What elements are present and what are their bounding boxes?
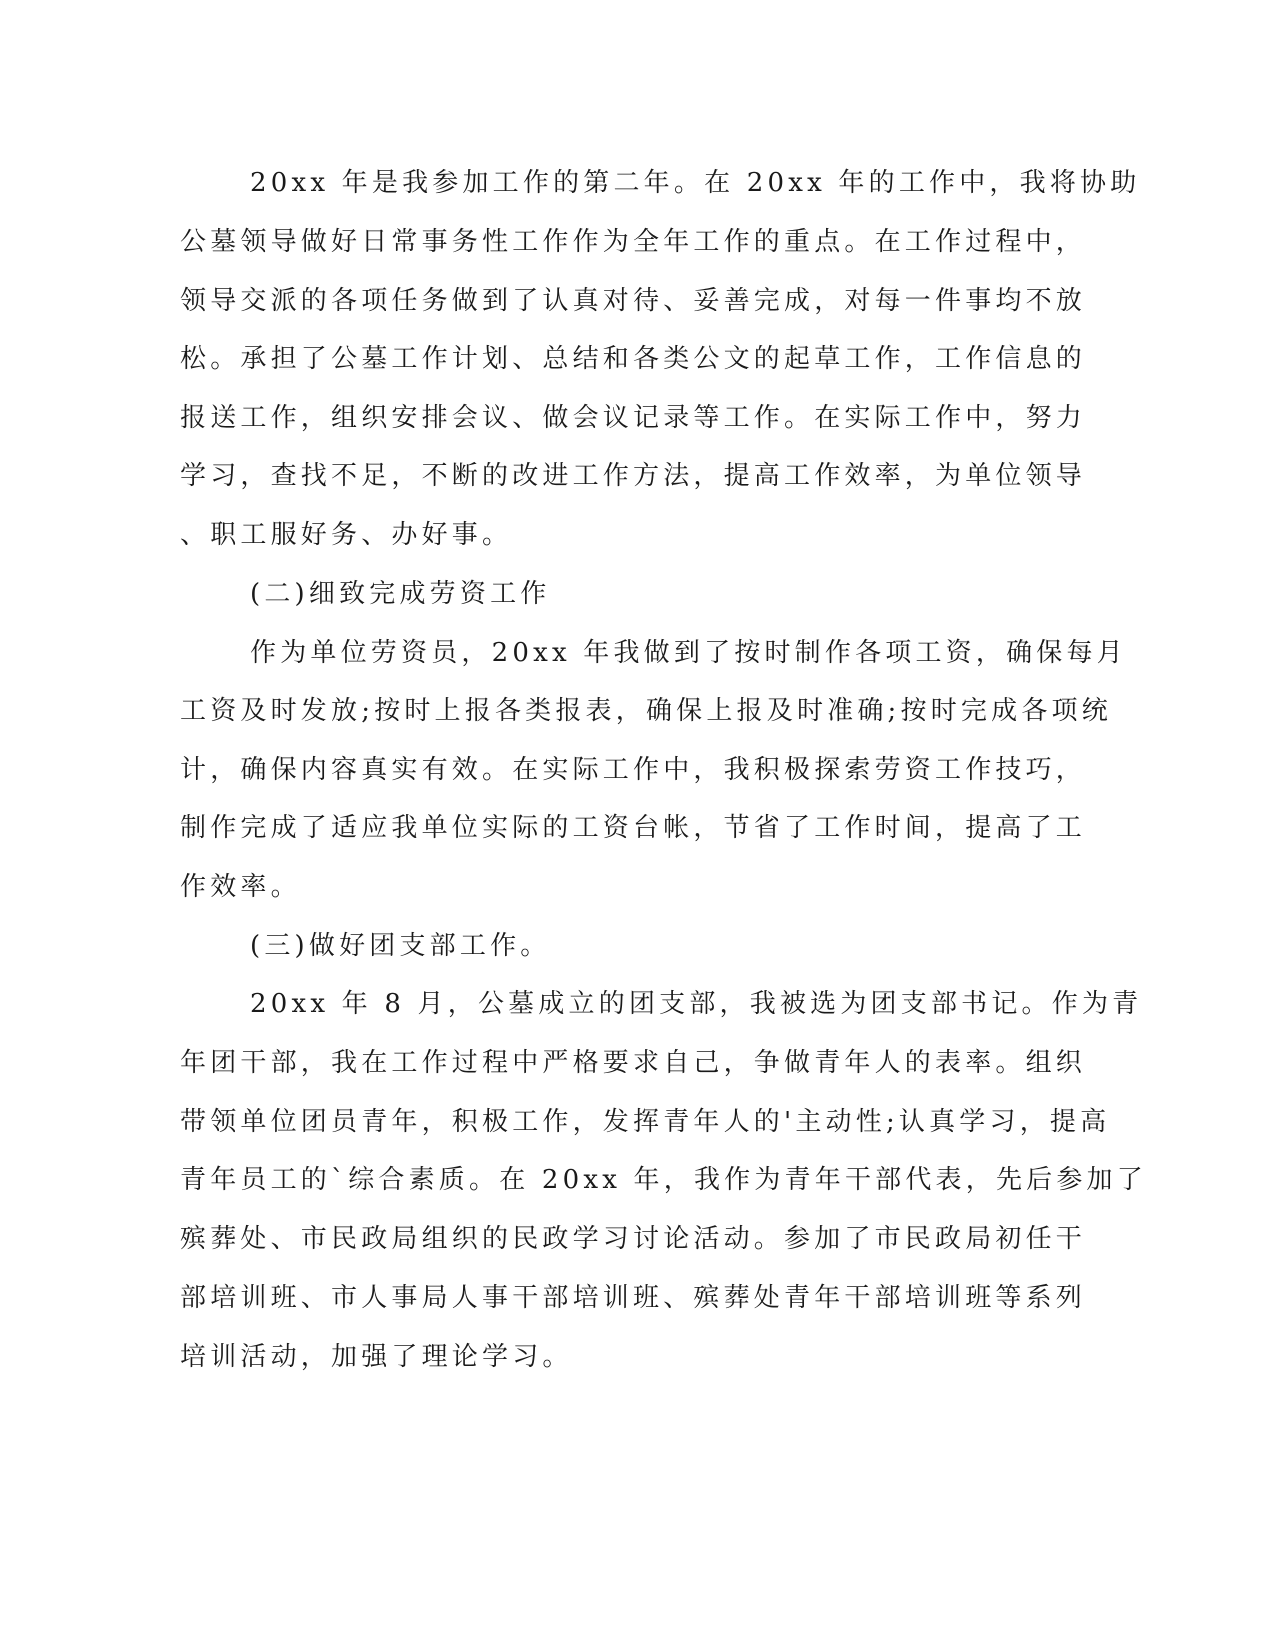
paragraph-line: 作效率。: [180, 872, 301, 902]
paragraph-line: 、职工服好务、办好事。: [180, 520, 513, 550]
paragraph-line: 部培训班、市人事局人事干部培训班、殡葬处青年干部培训班等系列: [180, 1283, 1087, 1313]
paragraph-line: 领导交派的各项任务做到了认真对待、妥善完成，对每一件事均不放: [180, 286, 1087, 316]
paragraph-line: 公墓领导做好日常事务性工作作为全年工作的重点。在工作过程中，: [180, 227, 1087, 257]
paragraph-line: 报送工作，组织安排会议、做会议记录等工作。在实际工作中，努力: [180, 403, 1087, 433]
paragraph-line: 20xx 年 8 月，公墓成立的团支部，我被选为团支部书记。作为青: [250, 989, 1143, 1019]
paragraph-line: 制作完成了适应我单位实际的工资台帐，节省了工作时间，提高了工: [180, 813, 1087, 843]
paragraph-line: 作为单位劳资员，20xx 年我做到了按时制作各项工资，确保每月: [250, 638, 1127, 668]
paragraph-line: 计，确保内容真实有效。在实际工作中，我积极探索劳资工作技巧，: [180, 755, 1087, 785]
section-heading: (三)做好团支部工作。: [250, 931, 551, 961]
paragraph-line: 20xx 年是我参加工作的第二年。在 20xx 年的工作中，我将协助: [250, 168, 1141, 198]
paragraph-line: 工资及时发放;按时上报各类报表，确保上报及时准确;按时完成各项统: [180, 696, 1112, 726]
paragraph-line: 殡葬处、市民政局组织的民政学习讨论活动。参加了市民政局初任干: [180, 1224, 1087, 1254]
paragraph-line: 年团干部，我在工作过程中严格要求自己，争做青年人的表率。组织: [180, 1048, 1087, 1078]
paragraph-line: 学习，查找不足，不断的改进工作方法，提高工作效率，为单位领导: [180, 461, 1087, 491]
section-heading: (二)细致完成劳资工作: [250, 579, 551, 609]
paragraph-line: 带领单位团员青年，积极工作，发挥青年人的'主动性;认真学习，提高: [180, 1107, 1111, 1137]
paragraph-line: 松。承担了公墓工作计划、总结和各类公文的起草工作，工作信息的: [180, 344, 1087, 374]
paragraph-line: 青年员工的`综合素质。在 20xx 年，我作为青年干部代表，先后参加了: [180, 1165, 1147, 1195]
paragraph-line: 培训活动，加强了理论学习。: [180, 1342, 573, 1372]
